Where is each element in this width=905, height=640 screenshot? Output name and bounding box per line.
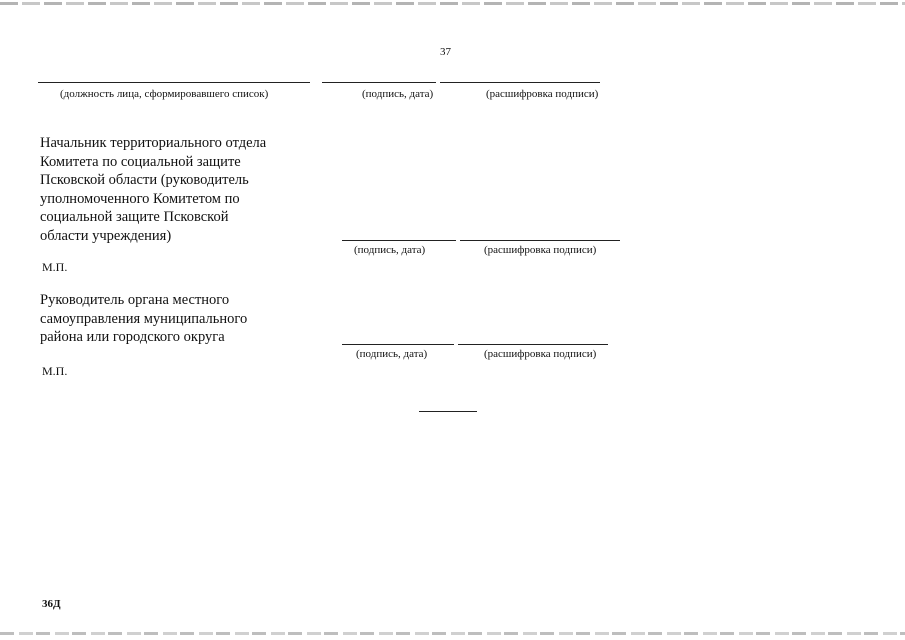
decoding-line-3: [458, 344, 608, 345]
signature-line-1: [322, 82, 436, 83]
signature-line-3: [342, 344, 454, 345]
scan-edge-top: [0, 2, 905, 5]
position-line: [38, 82, 310, 83]
decoding-caption-2: (расшифровка подписи): [484, 244, 597, 256]
decoding-line-1: [440, 82, 600, 83]
signature-caption-2: (подпись, дата): [354, 244, 426, 256]
decoding-caption-3: (расшифровка подписи): [484, 348, 597, 360]
decoding-line-2: [460, 240, 620, 241]
department-head-title: Начальник территориального отдела Комитета по социальной защите Псковской области (руководитель уполномоченного Комитетом по социальной защите Псковской области учреждения): [40, 135, 267, 244]
local-government-head-title: Руководитель органа местного самоуправления муниципального района или городского округа: [40, 292, 248, 345]
stamp-place-1: М.П.: [42, 260, 68, 274]
scan-edge-bottom: [0, 632, 905, 635]
stamp-place-2: М.П.: [42, 364, 68, 378]
decoding-caption-1: (расшифровка подписи): [486, 88, 599, 100]
position-caption: (должность лица, сформировавшего список): [60, 88, 269, 100]
page-number: 37: [440, 46, 451, 58]
end-divider: [419, 411, 477, 412]
signature-line-2: [342, 240, 456, 241]
document-code: 36Д: [42, 598, 61, 610]
signature-caption-3: (подпись, дата): [356, 348, 428, 360]
signature-caption-1: (подпись, дата): [362, 88, 434, 100]
